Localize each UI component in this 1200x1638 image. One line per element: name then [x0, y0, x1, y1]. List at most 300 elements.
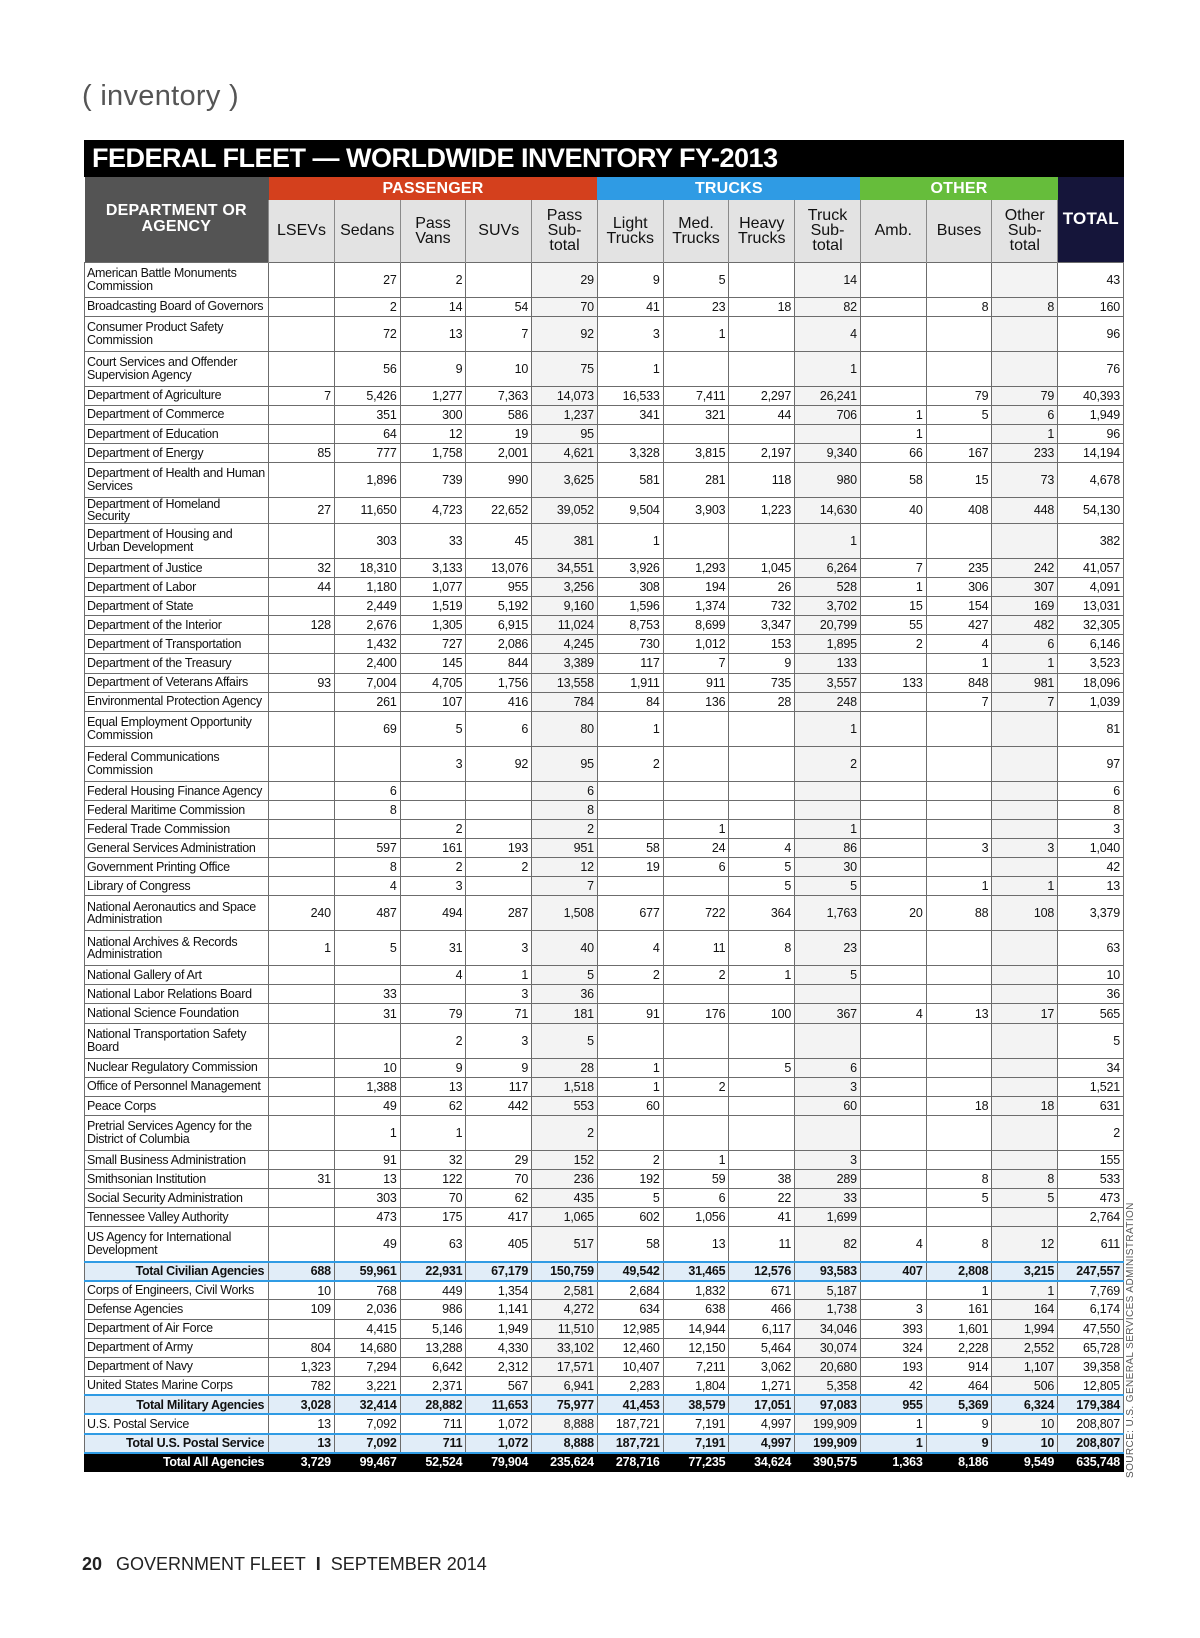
value-cell: 3,557 — [795, 673, 861, 692]
value-cell: 1,072 — [466, 1434, 532, 1453]
col-header: Pass Vans — [400, 200, 466, 262]
value-cell: 193 — [860, 1357, 926, 1376]
value-cell: 233 — [992, 443, 1058, 462]
value-cell — [860, 1189, 926, 1208]
value-cell — [860, 1023, 926, 1058]
table-row — [85, 1058, 1124, 1077]
value-cell — [269, 858, 335, 877]
value-cell: 5 — [795, 877, 861, 896]
value-cell — [334, 746, 400, 781]
total-cell: 39,358 — [1058, 1357, 1124, 1376]
col-header: Truck Sub-total — [795, 200, 861, 262]
value-cell — [860, 654, 926, 673]
value-cell — [992, 781, 1058, 800]
value-cell: 13 — [663, 1227, 729, 1262]
value-cell: 1,832 — [663, 1281, 729, 1300]
subtotal-row — [85, 1395, 1124, 1414]
value-cell — [269, 746, 335, 781]
total-cell: 160 — [1058, 297, 1124, 316]
value-cell: 448 — [992, 497, 1058, 523]
total-cell: 97 — [1058, 746, 1124, 781]
total-cell: 54,130 — [1058, 497, 1124, 523]
value-cell: 1 — [926, 877, 992, 896]
value-cell — [466, 262, 532, 297]
total-cell: 76 — [1058, 351, 1124, 386]
table-row — [85, 424, 1124, 443]
value-cell: 2,400 — [334, 654, 400, 673]
table-row — [85, 1115, 1124, 1150]
value-cell: 10 — [992, 1414, 1058, 1433]
value-cell — [269, 985, 335, 1004]
value-cell: 1 — [992, 424, 1058, 443]
col-header: Other Sub-total — [992, 200, 1058, 262]
value-cell — [795, 985, 861, 1004]
value-cell — [663, 746, 729, 781]
value-cell — [860, 316, 926, 351]
value-cell: 528 — [795, 578, 861, 597]
table-row — [85, 1357, 1124, 1376]
value-cell: 9,549 — [992, 1453, 1058, 1472]
table-row — [85, 1227, 1124, 1262]
value-cell: 7,294 — [334, 1357, 400, 1376]
value-cell: 20,799 — [795, 616, 861, 635]
value-cell: 393 — [860, 1319, 926, 1338]
value-cell: 844 — [466, 654, 532, 673]
value-cell: 6 — [663, 858, 729, 877]
value-cell — [860, 839, 926, 858]
value-cell: 553 — [532, 1096, 598, 1115]
value-cell — [663, 1058, 729, 1077]
footer-separator: I — [315, 1554, 321, 1574]
table-row — [85, 711, 1124, 746]
value-cell: 60 — [597, 1096, 663, 1115]
value-cell: 6,642 — [400, 1357, 466, 1376]
subtotal-row — [85, 1434, 1124, 1453]
value-cell — [269, 424, 335, 443]
value-cell: 12,460 — [597, 1338, 663, 1357]
value-cell: 36 — [532, 985, 598, 1004]
value-cell: 41 — [597, 297, 663, 316]
table-row — [85, 966, 1124, 985]
value-cell: 86 — [795, 839, 861, 858]
table-row — [85, 1169, 1124, 1188]
value-cell: 49 — [334, 1227, 400, 1262]
value-cell: 3,389 — [532, 654, 598, 673]
value-cell: 8,699 — [663, 616, 729, 635]
value-cell: 56 — [334, 351, 400, 386]
value-cell: 405 — [466, 1227, 532, 1262]
value-cell: 100 — [729, 1004, 795, 1023]
value-cell: 732 — [729, 597, 795, 616]
value-cell — [860, 800, 926, 819]
value-cell: 634 — [597, 1300, 663, 1319]
value-cell: 3 — [597, 316, 663, 351]
value-cell: 1,180 — [334, 578, 400, 597]
agency-name: Nuclear Regulatory Commission — [85, 1058, 269, 1077]
value-cell: 7 — [926, 692, 992, 711]
value-cell: 82 — [795, 297, 861, 316]
table-row — [85, 985, 1124, 1004]
value-cell: 986 — [400, 1300, 466, 1319]
table-row — [85, 1096, 1124, 1115]
value-cell: 427 — [926, 616, 992, 635]
value-cell: 52,524 — [400, 1453, 466, 1472]
value-cell: 1,738 — [795, 1300, 861, 1319]
value-cell: 92 — [532, 316, 598, 351]
value-cell: 2,552 — [992, 1338, 1058, 1357]
value-cell: 848 — [926, 673, 992, 692]
value-cell: 955 — [466, 578, 532, 597]
total-cell: 2,764 — [1058, 1208, 1124, 1227]
value-cell: 1,305 — [400, 616, 466, 635]
value-cell: 1,374 — [663, 597, 729, 616]
value-cell: 27 — [269, 497, 335, 523]
value-cell: 300 — [400, 405, 466, 424]
value-cell — [597, 819, 663, 838]
value-cell: 768 — [334, 1281, 400, 1300]
value-cell: 324 — [860, 1338, 926, 1357]
agency-name: Defense Agencies — [85, 1300, 269, 1319]
value-cell: 236 — [532, 1169, 598, 1188]
agency-name: Department of Veterans Affairs — [85, 673, 269, 692]
agency-name: Broadcasting Board of Governors — [85, 297, 269, 316]
value-cell: 5,426 — [334, 386, 400, 405]
value-cell: 1 — [992, 877, 1058, 896]
value-cell — [269, 877, 335, 896]
value-cell: 15 — [926, 462, 992, 497]
value-cell: 1 — [597, 1058, 663, 1077]
table-row — [85, 877, 1124, 896]
value-cell: 1,896 — [334, 462, 400, 497]
value-cell: 8,753 — [597, 616, 663, 635]
value-cell: 31 — [334, 1004, 400, 1023]
value-cell: 49 — [334, 1096, 400, 1115]
value-cell: 5 — [795, 966, 861, 985]
value-cell: 306 — [926, 578, 992, 597]
value-cell: 5 — [597, 1189, 663, 1208]
value-cell — [992, 262, 1058, 297]
value-cell: 2,808 — [926, 1262, 992, 1281]
agency-name: National Science Foundation — [85, 1004, 269, 1023]
value-cell: 58 — [860, 462, 926, 497]
value-cell — [926, 1077, 992, 1096]
value-cell: 82 — [795, 1227, 861, 1262]
value-cell: 7,363 — [466, 386, 532, 405]
value-cell: 804 — [269, 1338, 335, 1357]
value-cell — [663, 877, 729, 896]
value-cell — [269, 405, 335, 424]
value-cell: 30 — [795, 858, 861, 877]
value-cell — [269, 1319, 335, 1338]
value-cell: 118 — [729, 462, 795, 497]
value-cell: 1 — [334, 1115, 400, 1150]
value-cell: 487 — [334, 896, 400, 931]
value-cell: 6 — [663, 1189, 729, 1208]
value-cell — [926, 1208, 992, 1227]
value-cell: 3 — [795, 1150, 861, 1169]
col-header: Amb. — [860, 200, 926, 262]
table-row — [85, 1208, 1124, 1227]
total-cell: 3 — [1058, 819, 1124, 838]
value-cell: 38 — [729, 1169, 795, 1188]
value-cell: 95 — [532, 424, 598, 443]
total-cell: 631 — [1058, 1096, 1124, 1115]
value-cell: 23 — [795, 931, 861, 966]
value-cell: 69 — [334, 711, 400, 746]
value-cell: 199,909 — [795, 1414, 861, 1433]
value-cell — [860, 1150, 926, 1169]
table-row — [85, 558, 1124, 577]
value-cell: 2 — [466, 858, 532, 877]
grand-total-row — [85, 1453, 1124, 1472]
value-cell: 2 — [597, 966, 663, 985]
value-cell: 677 — [597, 896, 663, 931]
value-cell: 41,453 — [597, 1395, 663, 1414]
value-cell: 1 — [860, 1434, 926, 1453]
agency-name: Tennessee Valley Authority — [85, 1208, 269, 1227]
value-cell: 3,133 — [400, 558, 466, 577]
value-cell: 482 — [992, 616, 1058, 635]
value-cell: 955 — [860, 1395, 926, 1414]
value-cell — [926, 800, 992, 819]
fleet-inventory-table-container — [84, 140, 1124, 1472]
value-cell: 1 — [663, 316, 729, 351]
value-cell — [860, 1281, 926, 1300]
value-cell — [334, 1023, 400, 1058]
value-cell: 1,354 — [466, 1281, 532, 1300]
value-cell — [597, 877, 663, 896]
value-cell: 1,012 — [663, 635, 729, 654]
value-cell — [795, 800, 861, 819]
value-cell: 60 — [795, 1096, 861, 1115]
value-cell: 1,072 — [466, 1414, 532, 1433]
value-cell: 13 — [926, 1004, 992, 1023]
total-cell: 208,807 — [1058, 1414, 1124, 1433]
value-cell: 6 — [466, 711, 532, 746]
value-cell: 506 — [992, 1376, 1058, 1395]
value-cell: 1,508 — [532, 896, 598, 931]
total-cell: 6,146 — [1058, 635, 1124, 654]
table-row — [85, 800, 1124, 819]
value-cell: 18 — [926, 1096, 992, 1115]
value-cell: 11,653 — [466, 1395, 532, 1414]
value-cell — [400, 781, 466, 800]
value-cell — [466, 877, 532, 896]
agency-name: Federal Communications Commission — [85, 746, 269, 781]
agency-name: Corps of Engineers, Civil Works — [85, 1281, 269, 1300]
value-cell: 17,571 — [532, 1357, 598, 1376]
value-cell: 3 — [795, 1077, 861, 1096]
value-cell: 2,283 — [597, 1376, 663, 1395]
value-cell — [466, 800, 532, 819]
value-cell — [795, 1115, 861, 1150]
total-cell: 4,091 — [1058, 578, 1124, 597]
value-cell — [729, 746, 795, 781]
value-cell: 55 — [860, 616, 926, 635]
value-cell: 2,676 — [334, 616, 400, 635]
total-cell: 96 — [1058, 424, 1124, 443]
value-cell: 240 — [269, 896, 335, 931]
table-row — [85, 497, 1124, 523]
value-cell: 1,056 — [663, 1208, 729, 1227]
header-department: DEPARTMENT OR AGENCY — [85, 177, 269, 262]
value-cell: 3,256 — [532, 578, 598, 597]
value-cell: 62 — [466, 1189, 532, 1208]
value-cell: 7 — [663, 654, 729, 673]
value-cell: 1,432 — [334, 635, 400, 654]
agency-name: Court Services and Offender Supervision Agency — [85, 351, 269, 386]
value-cell — [860, 262, 926, 297]
agency-name: Total Military Agencies — [85, 1395, 269, 1414]
value-cell — [992, 711, 1058, 746]
value-cell: 199,909 — [795, 1434, 861, 1453]
value-cell: 5,358 — [795, 1376, 861, 1395]
value-cell: 27 — [334, 262, 400, 297]
value-cell: 8,888 — [532, 1414, 598, 1433]
value-cell — [860, 297, 926, 316]
value-cell — [992, 746, 1058, 781]
table-row — [85, 523, 1124, 558]
value-cell — [926, 985, 992, 1004]
table-row — [85, 351, 1124, 386]
value-cell: 235,624 — [532, 1453, 598, 1472]
value-cell: 2 — [597, 1150, 663, 1169]
value-cell: 364 — [729, 896, 795, 931]
value-cell: 45 — [466, 523, 532, 558]
value-cell — [729, 985, 795, 1004]
value-cell — [269, 711, 335, 746]
value-cell: 11,024 — [532, 616, 598, 635]
table-row — [85, 839, 1124, 858]
value-cell: 4 — [860, 1004, 926, 1023]
col-header: Buses — [926, 200, 992, 262]
value-cell: 7,092 — [334, 1434, 400, 1453]
value-cell: 5 — [532, 966, 598, 985]
value-cell: 40 — [860, 497, 926, 523]
agency-name: Total U.S. Postal Service — [85, 1434, 269, 1453]
value-cell: 442 — [466, 1096, 532, 1115]
value-cell: 26 — [729, 578, 795, 597]
total-cell: 7,769 — [1058, 1281, 1124, 1300]
value-cell: 42 — [860, 1376, 926, 1395]
value-cell: 77,235 — [663, 1453, 729, 1472]
value-cell: 28 — [729, 692, 795, 711]
value-cell — [926, 351, 992, 386]
value-cell: 14 — [400, 297, 466, 316]
value-cell: 24 — [663, 839, 729, 858]
value-cell: 784 — [532, 692, 598, 711]
value-cell: 33 — [400, 523, 466, 558]
value-cell — [992, 858, 1058, 877]
value-cell — [860, 386, 926, 405]
value-cell: 1 — [992, 1281, 1058, 1300]
value-cell: 597 — [334, 839, 400, 858]
value-cell — [400, 985, 466, 1004]
value-cell: 85 — [269, 443, 335, 462]
value-cell: 70 — [400, 1189, 466, 1208]
total-cell: 40,393 — [1058, 386, 1124, 405]
value-cell: 79,904 — [466, 1453, 532, 1472]
value-cell: 29 — [466, 1150, 532, 1169]
value-cell: 3,062 — [729, 1357, 795, 1376]
value-cell: 711 — [400, 1434, 466, 1453]
value-cell: 32 — [269, 558, 335, 577]
agency-name: Department of Homeland Security — [85, 497, 269, 523]
value-cell — [926, 1023, 992, 1058]
value-cell: 4 — [795, 316, 861, 351]
table-row — [85, 1189, 1124, 1208]
value-cell: 5,369 — [926, 1395, 992, 1414]
agency-name: Department of Health and Human Services — [85, 462, 269, 497]
total-cell: 3,523 — [1058, 654, 1124, 673]
value-cell: 91 — [334, 1150, 400, 1169]
value-cell — [269, 1208, 335, 1227]
value-cell: 777 — [334, 443, 400, 462]
value-cell: 1 — [729, 966, 795, 985]
table-row — [85, 405, 1124, 424]
agency-name: Department of Education — [85, 424, 269, 443]
total-cell: 18,096 — [1058, 673, 1124, 692]
value-cell: 1 — [597, 1077, 663, 1096]
value-cell — [729, 800, 795, 819]
total-cell: 96 — [1058, 316, 1124, 351]
value-cell: 2,197 — [729, 443, 795, 462]
total-cell: 13,031 — [1058, 597, 1124, 616]
value-cell — [269, 635, 335, 654]
table-row — [85, 1300, 1124, 1319]
value-cell — [860, 966, 926, 985]
value-cell: 1 — [860, 405, 926, 424]
value-cell: 164 — [992, 1300, 1058, 1319]
value-cell: 321 — [663, 405, 729, 424]
value-cell — [663, 523, 729, 558]
value-cell: 10 — [269, 1281, 335, 1300]
value-cell — [269, 1096, 335, 1115]
value-cell: 4 — [926, 635, 992, 654]
total-cell: 47,550 — [1058, 1319, 1124, 1338]
value-cell — [269, 297, 335, 316]
value-cell: 2 — [334, 297, 400, 316]
value-cell: 1 — [597, 711, 663, 746]
table-row — [85, 462, 1124, 497]
value-cell: 464 — [926, 1376, 992, 1395]
agency-name: Environmental Protection Agency — [85, 692, 269, 711]
value-cell: 9 — [926, 1434, 992, 1453]
value-cell: 32 — [400, 1150, 466, 1169]
value-cell: 586 — [466, 405, 532, 424]
value-cell — [729, 711, 795, 746]
agency-name: Department of Navy — [85, 1357, 269, 1376]
value-cell: 10 — [992, 1434, 1058, 1453]
value-cell: 34,046 — [795, 1319, 861, 1338]
table-row — [85, 858, 1124, 877]
value-cell: 63 — [400, 1227, 466, 1262]
value-cell: 14,680 — [334, 1338, 400, 1357]
table-row — [85, 931, 1124, 966]
value-cell: 7 — [269, 386, 335, 405]
value-cell: 1,758 — [400, 443, 466, 462]
total-cell: 179,384 — [1058, 1395, 1124, 1414]
value-cell: 22,652 — [466, 497, 532, 523]
value-cell: 1 — [860, 1414, 926, 1433]
value-cell: 281 — [663, 462, 729, 497]
value-cell: 381 — [532, 523, 598, 558]
value-cell: 602 — [597, 1208, 663, 1227]
value-cell: 2 — [400, 858, 466, 877]
value-cell: 133 — [860, 673, 926, 692]
value-cell: 5,146 — [400, 1319, 466, 1338]
value-cell — [269, 1150, 335, 1169]
